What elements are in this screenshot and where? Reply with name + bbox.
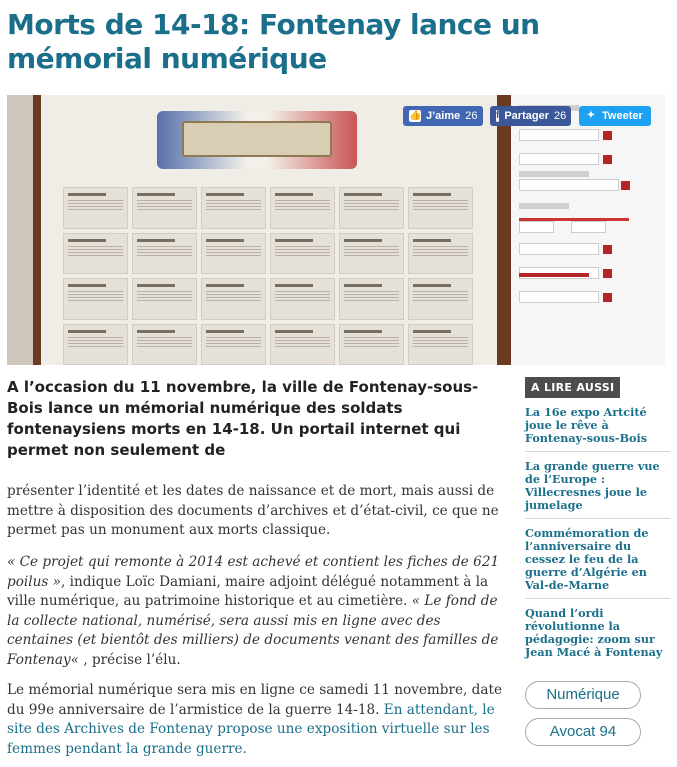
related-article-link[interactable]: La 16e expo Artcité joue le rêve à Fontenay-sous-Bois	[525, 406, 670, 452]
facebook-like-button[interactable]	[403, 106, 483, 126]
sidebar-heading: A LIRE AUSSI	[525, 377, 620, 398]
memorial-board-frame-right	[503, 95, 511, 365]
article-paragraph-1: présenter l’identité et les dates de naissance et de mort, mais aussi de mettre à disposition des documents d’archives et d’état-civil, ce que ne permet pas un monument aux morts classique.	[7, 483, 499, 539]
article-paragraph-2	[7, 553, 507, 671]
article-hero-image	[7, 95, 665, 365]
share-label: Partager	[504, 110, 549, 122]
share-count: 26	[553, 110, 567, 122]
facebook-icon: f	[496, 110, 500, 121]
article-paragraph-3	[7, 681, 507, 759]
memorial-plaque-graphic	[182, 121, 332, 157]
paragraph-3-text: Le mémorial numérique sera mis en ligne ce samedi 11 novembre, date du 99e anniversaire de l’armistice de la guerre 14-18.	[7, 682, 502, 718]
related-article-link[interactable]: Commémoration de l’anniversaire du cessez le feu de la guerre d’Algérie en Val-de-Marne	[525, 527, 670, 599]
hero-background	[7, 95, 33, 365]
thumbs-up-icon: 👍	[409, 110, 422, 121]
tag-numerique-button[interactable]: Numérique	[525, 681, 641, 709]
tweet-label: Tweeter	[602, 110, 643, 122]
article-lede: A l’occasion du 11 novembre, la ville de Fontenay-sous-Bois lance un mémorial numérique des soldats fontenaysiens morts en 14-18. Un portail internet qui permet non seulement de	[7, 378, 479, 459]
facebook-share-button[interactable]	[490, 106, 571, 126]
soldier-names-grid	[63, 187, 473, 365]
paragraph-2-middle: , indique Loïc Damiani, maire adjoint délégué notamment à la ville numérique, au patrimoine historique et au cimetière.	[7, 573, 489, 610]
search-panel-graphic	[511, 95, 665, 365]
archives-exhibition-link[interactable]: En attendant, le site des Archives de Fontenay propose une exposition virtuelle sur les femmes pendant la grande guerre.	[7, 701, 495, 757]
like-count: 26	[465, 110, 478, 122]
related-article-link[interactable]: Quand l’ordi révolutionne la pédagogie: zoom sur Jean Macé à Fontenay	[525, 606, 663, 659]
twitter-bird-icon: ✦	[586, 110, 596, 121]
tag-avocat-94-button[interactable]: Avocat 94	[525, 718, 641, 746]
twitter-tweet-button[interactable]	[579, 106, 651, 126]
paragraph-2-end: , précise l’élu.	[83, 651, 181, 668]
quote-2: « Le fond de la collecte national, numérisé, sera aussi mis en ligne avec des centaines (et bientôt des milliers) de documents venant des familles de Fontenay«	[7, 593, 499, 668]
related-articles-sidebar	[525, 376, 670, 665]
like-label: J’aime	[426, 110, 461, 122]
related-article-link[interactable]: La grande guerre vue de l’Europe : Villecresnes joue le jumelage	[525, 460, 670, 519]
quote-1: « Ce projet qui remonte à 2014 est achevé et contient les fiches de 621 poilus »	[7, 554, 500, 590]
article-title: Morts de 14-18: Fontenay lance un mémorial numérique	[7, 8, 540, 75]
